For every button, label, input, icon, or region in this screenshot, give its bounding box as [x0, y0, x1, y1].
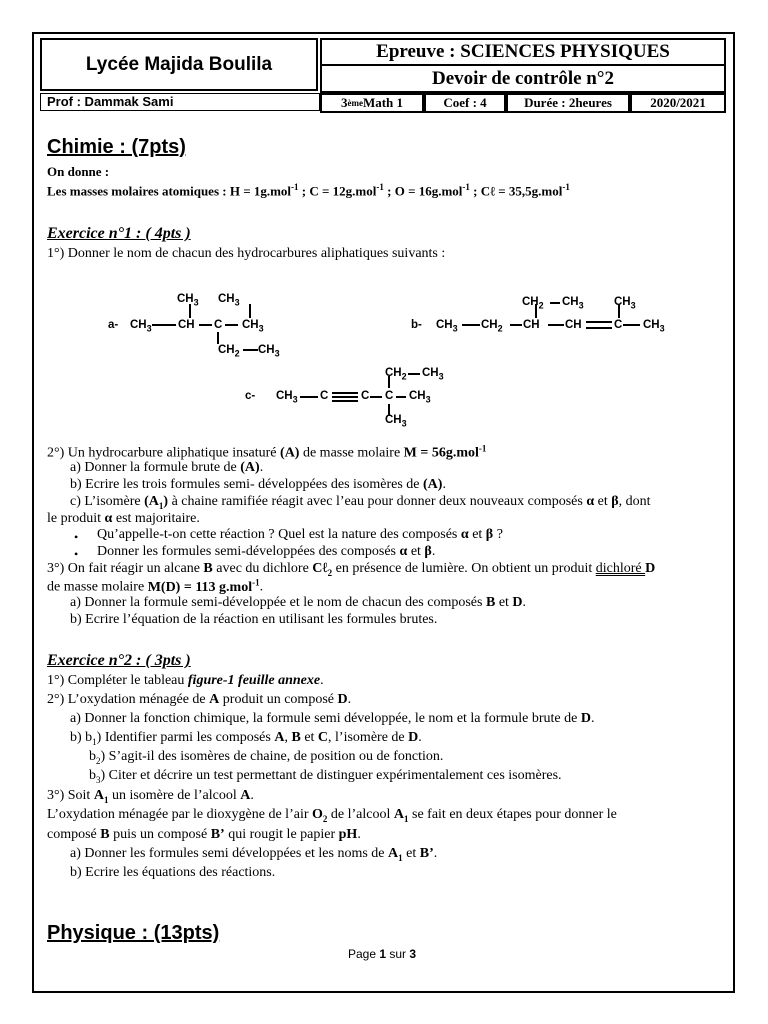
bullet-2: • [74, 547, 79, 561]
exercice-2-title: Exercice n°2 : ( 3pts ) [47, 652, 191, 669]
ex2-b3: $b_3$) Citer et décrire un test permettant de distinguer expérimentalement ces isomères. [89, 768, 562, 785]
mol-c-ch3-left: $CH_3$ [276, 390, 298, 405]
ex1-q3-cont: de masse molaire M(D) = 113 g.mol$^{-1}$. [47, 577, 264, 595]
bullet-1: • [74, 530, 79, 544]
mol-a-c: C [214, 319, 223, 331]
devoir-title: Devoir de contrôle n°2 [320, 66, 726, 93]
ex1-q2b: b) Ecrire les trois formules semi- développées des isomères de (A). [70, 477, 446, 492]
ex1-q2c-cont: le produit α est majoritaire. [47, 511, 200, 526]
ex2-p1: L’oxydation ménagée par le dioxygène de l’air $O_2$ de l’alcool $A_1$ se fait en deux étapes pour donner le [47, 807, 617, 824]
duree-cell: Durée : 2heures [506, 93, 630, 113]
ex2-q3: 3°) Soit $A_1$ un isomère de l’alcool A. [47, 788, 254, 805]
mol-b-ch2-top: $CH_2$ [522, 296, 544, 311]
epreuve-title: Epreuve : SCIENCES PHYSIQUES [320, 38, 726, 66]
mol-b-ch3-top: $CH_3$ [562, 296, 584, 311]
ex2-qa: a) Donner les formules semi développées et les noms de $A_1$ et B’. [70, 846, 438, 863]
ex1-q3b: b) Ecrire l’équation de la réaction en utilisant les formules brutes. [70, 612, 438, 627]
ex2-b2: $b_2$) S’agit-il des isomères de chaine, de position ou de fonction. [89, 749, 444, 766]
mol-b-ch3-top2: $CH_3$ [614, 296, 636, 311]
school-name: Lycée Majida Boulila [40, 38, 318, 91]
mol-b-ch3-right: $CH_3$ [643, 319, 665, 334]
mol-c-ch2-top: $CH_2$ [385, 367, 407, 382]
mol-a-ch3-top1: $CH_3$ [177, 293, 199, 308]
ex1-q2c: c) L’isomère $(A_1)$ à chaine ramifiée réagit avec l’eau pour donner deux nouveaux composés α et β, dont [70, 494, 651, 511]
mol-a-ch2: $CH_2$ [218, 344, 240, 359]
ex1-q2a: a) Donner la formule brute de (A). [70, 460, 264, 475]
ex2-p2: composé B puis un composé B’ qui rougit le papier pH. [47, 827, 361, 842]
coef-cell: Coef : 4 [424, 93, 506, 113]
ex1-q3: 3°) On fait réagir un alcane B avec du dichlore Cℓ$_2$ en présence de lumière. On obtient un produit dichloré D [47, 561, 656, 578]
physique-title: Physique : (13pts) [47, 922, 220, 944]
mol-c-ch3-top: $CH_3$ [422, 367, 444, 382]
mol-c-c1: C [320, 390, 329, 402]
ex1-q3a: a) Donner la formule semi-développée et le nom de chacun des composés B et D. [70, 595, 527, 610]
mol-a-label: a- [108, 319, 119, 331]
page-footer: Page 1 sur 3 [348, 947, 417, 961]
mol-b-ch2: $CH_2$ [481, 319, 503, 334]
ex2-q2: 2°) L’oxydation ménagée de A produit un composé D. [47, 692, 352, 707]
on-donne: On donne : [47, 164, 110, 179]
mol-a-ch3-right: $CH_3$ [242, 319, 264, 334]
mol-b-ch-2: CH [565, 319, 582, 331]
classe-cell: 3 ème Math 1 [320, 93, 424, 113]
ex1-bullet1: Qu’appelle-t-on cette réaction ? Quel est la nature des composés α et β ? [97, 527, 503, 542]
mol-c-c3: C [385, 390, 394, 402]
masses-molaires: Les masses molaires atomiques : H = 1g.mol$^{-1}$ ; C = 12g.mol$^{-1}$ ; O = 16g.mol$^{-1}$ ; Cℓ = 35,5g.mol$^{-1}$ [47, 182, 570, 199]
mol-b-ch-1: CH [523, 319, 540, 331]
chimie-title: Chimie : (7pts) [47, 136, 186, 158]
mol-a-ch: CH [178, 319, 195, 331]
mol-b-c: C [614, 319, 623, 331]
ex2-q2b: b) $b_1$) Identifier parmi les composés A, B et C, l’isomère de D. [70, 730, 422, 747]
ex1-q2: 2°) Un hydrocarbure aliphatique insaturé (A) de masse molaire M = 56g.mol$^{-1}$ [47, 443, 487, 461]
ex2-q2a: a) Donner la fonction chimique, la formule semi développée, le nom et la formule brute de D. [70, 711, 595, 726]
exercice-1-title: Exercice n°1 : ( 4pts ) [47, 225, 191, 242]
mol-c-ch3-right: $CH_3$ [409, 390, 431, 405]
ex1-bullet2: Donner les formules semi-développées des composés α et β. [97, 544, 436, 559]
mol-c-ch3-bottom: $CH_3$ [385, 414, 407, 429]
mol-b-ch3-left: $CH_3$ [436, 319, 458, 334]
mol-b-label: b- [411, 319, 422, 331]
ex2-qb: b) Ecrire les équations des réactions. [70, 865, 276, 880]
mol-c-c2: C [361, 390, 370, 402]
mol-c-label: c- [245, 390, 256, 402]
prof-name: Prof : Dammak Sami [40, 93, 320, 111]
mol-a-ch3-bottom: $CH_3$ [258, 344, 280, 359]
mol-a-ch3-top2: $CH_3$ [218, 293, 240, 308]
mol-a-ch3-left: $CH_3$ [130, 319, 152, 334]
annee-cell: 2020/2021 [630, 93, 726, 113]
ex1-q1: 1°) Donner le nom de chacun des hydrocarbures aliphatiques suivants : [47, 246, 446, 261]
ex2-q1: 1°) Compléter le tableau figure-1 feuille annexe. [47, 673, 324, 688]
